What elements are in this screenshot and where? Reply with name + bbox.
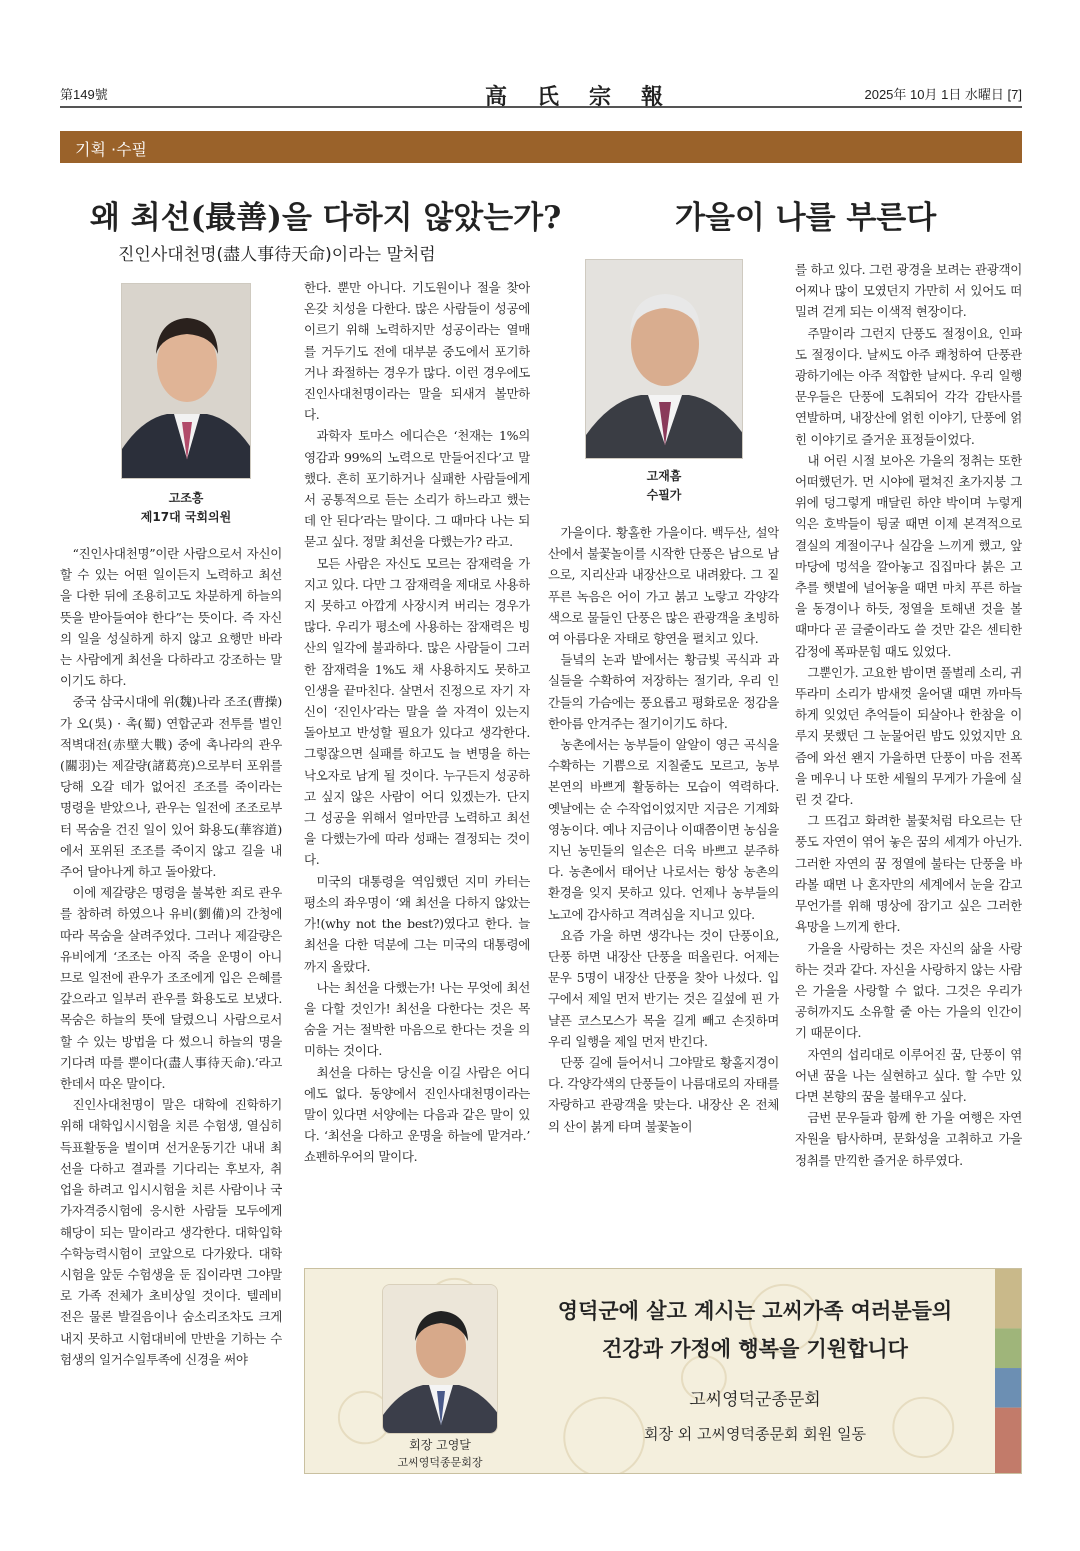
ad-organization: 고씨영덕군종문회 [689, 1390, 821, 1410]
paragraph: 가을이다. 황홀한 가을이다. 백두산, 설악산에서 불꽃놀이를 시작한 단풍은 남으로 남으로, 지리산과 내장산으로 내려왔다. 그 짙푸른 녹음은 어이 가고 붉고 노랗고 각양각색으로 물들인 단풍은 많은 관광객을 초빙하여 아름다운 자태로 향연을 펼치고 있다. [548, 525, 779, 647]
author-role: 제17대 국회의원 [140, 510, 232, 524]
paragraph: 이에 제갈량은 명령을 불복한 죄로 관우를 참하려 하였으나 유비(劉備)의 간청에 따라 목숨을 살려주었다. 그러나 제갈량은 유비에게 ‘조조는 아직 죽을 운명이 아니므로 일전에 관우가 조조에게 입은 은혜를 갚으라고 일부러 관우를 화용도로 보냈다. 목숨은 하늘의 뜻에 달렸으니 사람으로서 할 수 있는 방법을 다 썼으니 하늘의 명을 기다려 따를 뿐이다(盡人事待天命).’라고 한데서 따온 말이다. [60, 885, 282, 1092]
paragraph: “진인사대천명”이란 사람으로서 자신이 할 수 있는 어떤 일이든지 노력하고 최선을 다한 뒤에 조용히고도 차분하게 하늘의 뜻을 받아들여야 한다”는 뜻이다. 즉 자신의 일을 성실하게 하지 않고 요행만 바라는 사람에게 최선을 다하라고 강조하는 말이기도 하다. [60, 546, 282, 689]
paper-name: 高氏宗報 [485, 84, 694, 110]
ad-person-role: 고씨영덕종문회장 [397, 1456, 483, 1469]
paragraph: 최선을 다하는 당신을 이길 사람은 어디에도 없다. 동양에서 진인사대천명이라는 말이 있다면 서양에는 다음과 같은 말이 있다. ‘최선을 다하고 운명을 하늘에 맡겨라.’ 쇼펜하우어의 말이다. [304, 1064, 530, 1165]
paragraph: 자연의 섭리대로 이루어진 꿈, 단풍이 엮어낸 꿈을 나는 실현하고 싶다. 할 수만 있다면 본향의 꿈을 불태우고 싶다. [795, 1046, 1022, 1104]
paragraph: 중국 삼국시대에 위(魏)나라 조조(曹操)가 오(吳) · 촉(蜀) 연합군과 전투를 벌인 적벽대전(赤壁大戰) 중에 촉나라의 관우(關羽)는 제갈량(諸葛亮)으로부터 포위를 당해 오갈 데가 없어진 조조를 죽이라는 명령을 받았으나, 관우는 일전에 조조로부터 목숨을 건진 일이 있어 화용도(華容道)에서 포위된 조조를 죽이지 않고 길을 내주어 달아나게 하고 돌아왔다. [60, 694, 282, 880]
section-label: 기획 ·수필 [75, 140, 147, 159]
masthead [60, 80, 1022, 108]
ad-person-photo [382, 1284, 498, 1434]
author-role: 수필가 [646, 488, 682, 502]
author-caption-a [100, 489, 272, 527]
ad-greeting-line-2: 건강과 가정에 행복을 기원합니다 [602, 1336, 908, 1361]
paragraph: 가을을 사랑하는 것은 자신의 삶을 사랑하는 것과 같다. 자신을 사랑하지 않는 사람은 가을을 사랑할 수 없다. 그것은 우리가 공허까지도 소유할 줄 아는 가을의 인간이기 때문이다. [795, 940, 1022, 1041]
paragraph: 내 어린 시절 보아온 가을의 정취는 또한 어떠했던가. 먼 시야에 펼쳐진 초가지붕 그 위에 덩그렇게 매달린 하얀 박이며 누렇게 익은 호박들이 뒹굴 때면 이제 본격적으로 결실의 계절이구나 실감을 느끼게 했고, 앞마당에 멍석을 깔아놓고 집집마다 붉은 고추를 햇볕에 널어놓을 때면 마치 푸른 하늘을 동경이나 하듯, 정열을 토해낸 것을 볼 때마다 곧 글줄이라도 쓸 것만 같은 센티한 감정에 폭파문힘 때도 있었다. [795, 452, 1022, 659]
paragraph: 주말이라 그런지 단풍도 절정이요, 인파도 절정이다. 날씨도 아주 쾌청하여 단풍관광하기에는 아주 적합한 날씨다. 우리 일행 문우들은 단풍에 도취되어 각각 감탄사를 연발하며, 내장산에 얽힌 이야기, 단풍에 얽힌 이야기로 즐거운 표정들이었다. [795, 325, 1022, 447]
author-caption-b [585, 467, 743, 505]
paragraph: 들녘의 논과 밭에서는 황금빛 곡식과 과실들을 수확하여 저장하는 절기라, 우리 인간들의 가슴에는 풍요롭고 평화로운 정감을 한아름 안겨주는 절기이기도 하다. [548, 652, 779, 731]
ad-signature: 회장 외 고씨영덕종문회 회원 일동 [644, 1425, 866, 1443]
paragraph: 농촌에서는 농부들이 알알이 영근 곡식을 수확하는 기쁨으로 지칠줄도 모르고, 농부 본연의 바쁘게 활동하는 모습이 역력하다. 옛날에는 순 수작업이었지만 지금은 기계화 영농이다. 예나 지금이나 이때쯤이면 농심을 지닌 농민들의 일손은 더욱 바쁘고 분주하다. 농촌에서 태어난 나로서는 항상 농촌의 환경을 잊지 못하고 있다. 언제나 농부들의 노고에 감사하고 격려심을 지니고 있다. [548, 737, 779, 922]
article1-column-1 [60, 543, 282, 1491]
paragraph: 미국의 대통령을 역임했던 지미 카터는 평소의 좌우명이 ‘왜 최선을 다하지 않았는가!(why not the best?)였다고 한다. 늘 최선을 다한 덕분에 그는 미국의 대통령에까지 올랐다. [304, 873, 530, 974]
paragraph: 단풍 길에 들어서니 그야말로 황홀지경이다. 각양각색의 단풍들이 나름대로의 자태를 자랑하고 관광객을 맞는다. 내장산 온 전체의 산이 붉게 타며 불꽃놀이 [548, 1055, 779, 1134]
paragraph: 를 하고 있다. 그런 광경을 보려는 관광객이 어찌나 많이 모였던지 가만히 서 있어도 떠밀려 걷게 되는 이색적 현장이다. [795, 262, 1022, 320]
paragraph: 모든 사람은 자신도 모르는 잠재력을 가지고 있다. 다만 그 잠재력을 제대로 사용하지 못하고 아깝게 사장시켜 버리는 경우가 많다. 우리가 평소에 사용하는 잠재력은 빙산의 일각에 불과하다. 많은 사람들이 그러한 잠재력을 1%도 채 사용하지도 못하고 인생을 끝마친다. 살면서 진정으로 자기 자신이 ‘진인사’라는 말을 쓸 자격이 있는지 돌아보고 반성할 필요가 있다고 생각한다. 그렇잖으면 실패를 하고도 늘 변명을 하는 낙오자로 남게 될 것이다. 누구든지 성공하고 싶지 않은 사람이 어디 있겠는가. 단지 그 성공을 위해서 얼마만큼 노력하고 최선을 다했는가에 따라 성패는 결정되는 것이다. [304, 555, 530, 868]
paragraph: 한다. 뿐만 아니다. 기도원이나 절을 찾아 온갖 치성을 다한다. 많은 사람들이 성공에 이르기 위해 노력하지만 성공이라는 열매를 거두기도 전에 대부분 중도에서 포기하거나 좌절하는 경우가 많다. 이런 경우에도 진인사대천명이라는 말을 되새겨 볼만하다. [304, 280, 530, 423]
ad-person-caption [365, 1436, 515, 1472]
author-photo-go-jaeheum [585, 259, 743, 459]
paragraph: 진인사대천명이 말은 대학에 진학하기 위해 대학입시시험을 치른 수험생, 열심히 득표활동을 벌이며 선거운동기간 내내 최선을 다하고 결과를 기다리는 후보자, 취업을 하려고 입시시험을 치른 사람이나 국가자격증시험에 응시한 사람들 모두에게 해당이 되는 말이라고 생각한다. 대학입학수학능력시험이 코앞으로 다가왔다. 대학시험을 앞둔 수험생을 둔 집이라면 그야말로 가족 전체가 초비상일 것이다. 텔레비전은 물론 발걸음이나 숨소리조차도 크게 내지 못하고 시험대비에 만반을 기하는 수험생의 일거수일투족에 신경을 써야 [60, 1097, 282, 1367]
ad-person-name: 회장 고영달 [409, 1438, 471, 1452]
paragraph: 그뿐인가. 고요한 밤이면 풀벌레 소리, 귀뚜라미 소리가 밤새껏 울어댈 때면 까마득하게 잊었던 추억들이 되살아나 한참을 이루지 못했던 그 눈물어린 밤도 있었지만 요즘에 와선 왠지 가을하면 단풍이 마음 전폭을 메우니 나 또한 세월의 무게가 가을에 실린 것 같다. [795, 664, 1022, 808]
issue-number: 第149號 [60, 87, 108, 102]
author-photo-go-joheung [121, 283, 251, 479]
article1-subtitle: 진인사대천명(盡人事待天命)이라는 말처럼 [118, 245, 436, 265]
author-name: 고재흠 [646, 469, 682, 483]
article2-column-2 [795, 259, 1022, 1259]
paragraph: 그 뜨겁고 화려한 불꽃처럼 타오르는 단풍도 자연이 엮어 놓은 꿈의 세계가 아닌가. 그러한 자연의 꿈 정열에 불타는 단풍을 바라볼 때면 나 혼자만의 세계에서 눈을 감고 무언가를 위해 명상에 잠기고 싶은 그러한 욕망을 느끼게 한다. [795, 813, 1022, 935]
article2-title: 가을이 나를 부른다 [675, 200, 937, 236]
ad-color-strip [995, 1269, 1021, 1473]
paragraph: 과학자 토마스 에디슨은 ‘천재는 1%의 영감과 99%의 노력으로 만들어진다’고 말했다. 흔히 포기하거나 실패한 사람들에게서 공통적으로 듣는 소리가 하느라고 했는데 안 된다’라는 말이다. 그 때마다 나는 되묻고 싶다. 정말 최선을 다했는가? 라고. [304, 428, 530, 550]
article1-title: 왜 최선(最善)을 다하지 않았는가? [90, 200, 562, 236]
paragraph: 나는 최선을 다했는가! 나는 무엇에 최선을 다할 것인가! 최선을 다한다는 것은 목숨을 거는 절박한 마음으로 한다는 것을 의미하는 것이다. [304, 979, 530, 1059]
greeting-advertisement [304, 1268, 1022, 1474]
paragraph: 금번 문우들과 함께 한 가을 여행은 자연자원을 탐사하며, 문화성을 고취하고 가을 정취를 만끽한 즐거운 하루였다. [795, 1110, 1022, 1168]
author-name: 고조흥 [168, 491, 204, 505]
paragraph: 요즘 가을 하면 생각나는 것이 단풍이요, 단풍 하면 내장산 단풍을 떠올린다. 어제는 문우 5명이 내장산 단풍을 찾아 나섰다. 입구에서 제일 먼저 반기는 것은 길섶에 핀 가냘픈 코스모스가 목을 길게 빼고 손짓하며 우리 일행을 제일 먼저 반긴다. [548, 927, 779, 1049]
ad-greeting-line-1: 영덕군에 살고 계시는 고씨가족 여러분들의 [557, 1298, 953, 1323]
section-bar [60, 131, 1022, 163]
issue-date: 2025年 10月 1日 水曜日 [7] [864, 87, 1022, 102]
